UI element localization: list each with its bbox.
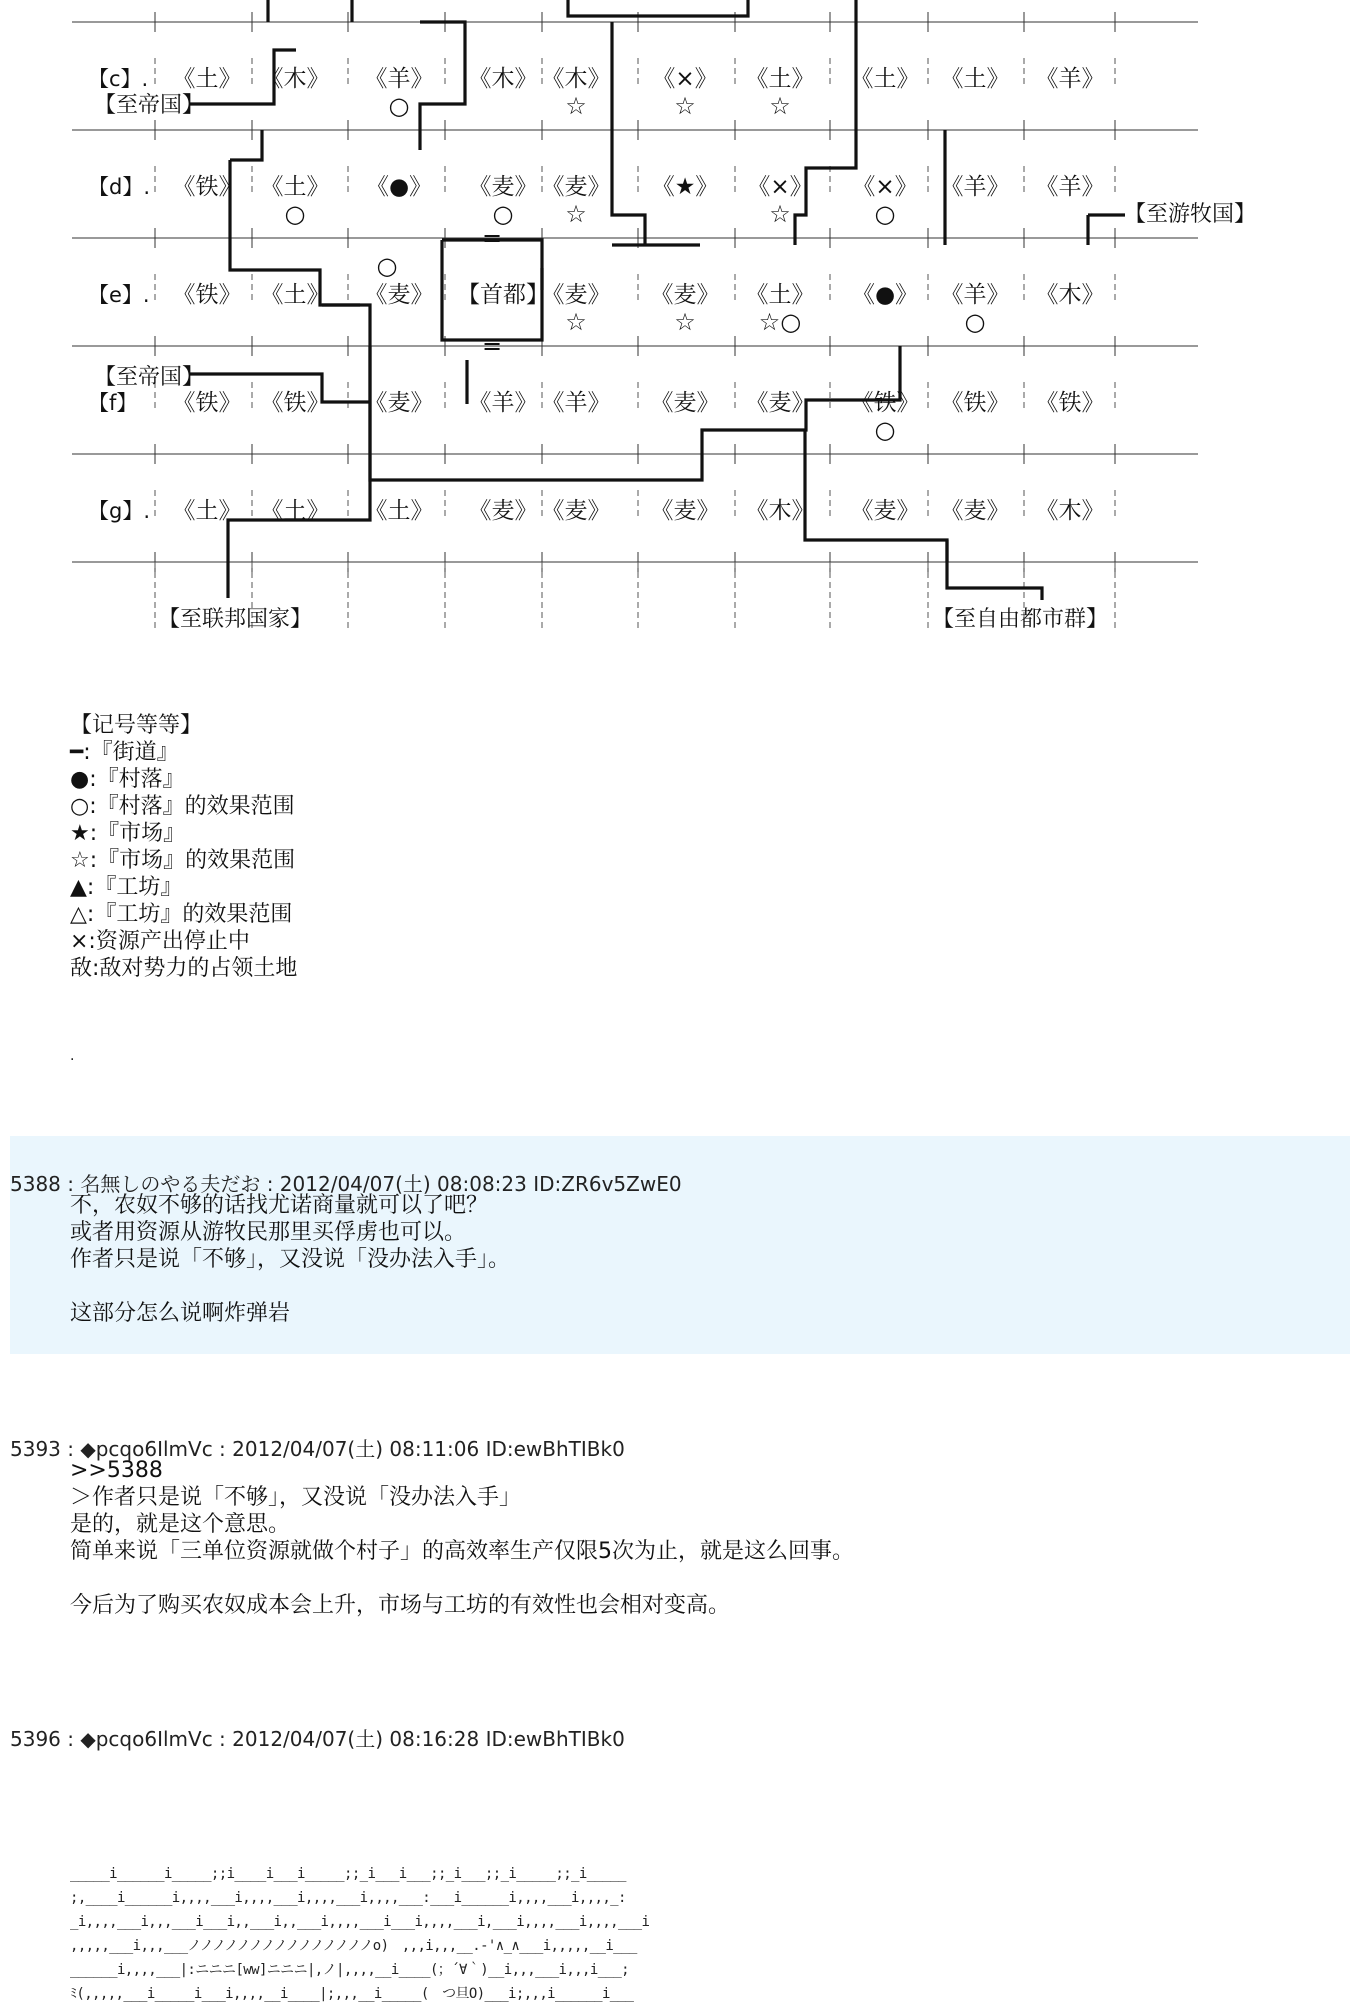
effect-mark: ☆ (565, 200, 587, 228)
map-cell: 《●》 (365, 174, 433, 200)
map-cells (88, 66, 1105, 524)
effect-mark: ○ (964, 308, 986, 336)
map-cell: 【首都】 (457, 282, 549, 308)
map-cell: 《麦》 (650, 390, 720, 416)
map-cell: 《羊》 (468, 390, 538, 416)
legend-items (70, 739, 670, 981)
post-line: 不，农奴不够的话找尤诺商量就可以了吧？ (70, 1193, 489, 1218)
post-line: 简单来说「三单位资源就做个村子」的高效率生产仅限5次为止，就是这么回事。 (70, 1539, 854, 1564)
road-segment (370, 346, 900, 480)
road-segment (230, 130, 262, 160)
map-cell: 《铁》 (172, 174, 242, 200)
exit-to-free-cities: 【至自由都市群】 (932, 607, 1109, 632)
legend-item: ×:资源产出停止中 (70, 929, 250, 954)
map-cell: 《土》 (745, 282, 815, 308)
map-cell: 《羊》 (541, 390, 611, 416)
ascii-art-line: _____i______i_____;;i____i___i_____;;_i___i___;;_i___;;_i_____;;_i_____ (70, 1866, 626, 1882)
ascii-art-line: ﾐ(,,,,,___i_____i___i,,,,__i____|;,,,__i_____( つ旦O)___i;,,,i______i___ (70, 1986, 634, 2002)
effect-mark: ☆○ (758, 308, 802, 336)
map-cell: 《●》 (851, 282, 919, 308)
map-cell: 《铁》 (850, 390, 920, 416)
legend-item: ☆:『市场』的效果范围 (70, 848, 296, 873)
map-cell: 《麦》 (541, 282, 611, 308)
legend (70, 712, 670, 981)
post-header: 5388 : 名無しのやる夫だお : 2012/04/07(土) 08:08:23 ID:ZR6v5ZwE0 (10, 1172, 682, 1196)
effect-mark: ○ (492, 200, 514, 228)
map-cell: 《麦》 (541, 498, 611, 524)
map-cell: 《木》 (745, 498, 815, 524)
map-cell: 《羊》 (940, 174, 1010, 200)
effect-mark: ○ (874, 200, 896, 228)
row-label: 【d】. (88, 175, 151, 199)
row-label: 【c】. (88, 67, 149, 91)
map-cell: 《麦》 (650, 498, 720, 524)
effect-mark: ○ (874, 416, 896, 444)
map-cell: 《麦》 (850, 498, 920, 524)
effect-mark: ○ (284, 200, 306, 228)
map-cell: 《土》 (850, 66, 920, 92)
map-cell: 《麦》 (940, 498, 1010, 524)
effect-mark: ☆ (769, 200, 791, 228)
map-cell: 《土》 (745, 66, 815, 92)
legend-item: ━:『街道』 (70, 740, 179, 765)
post-header: 5393 : ◆pcqo6IlmVc : 2012/04/07(土) 08:11:06 ID:ewBhTIBk0 (10, 1437, 625, 1461)
map-cell: 《木》 (541, 66, 611, 92)
separator-dot: . (70, 1048, 75, 1064)
map-cell: 《★》 (651, 174, 719, 200)
map-cell: 《麦》 (541, 174, 611, 200)
exit-to-federation: 【至联邦国家】 (158, 607, 313, 632)
map-cell: 《×》 (652, 66, 718, 92)
map-cell: 《羊》 (1035, 66, 1105, 92)
post-line: 或者用资源从游牧民那里买俘虏也可以。 (70, 1220, 467, 1245)
map-cell: 《麦》 (745, 390, 815, 416)
post-body (70, 1192, 1270, 1327)
map-cell: 《木》 (1035, 282, 1105, 308)
map-cell: 《土》 (172, 498, 242, 524)
map-cell: 《木》 (1035, 498, 1105, 524)
ascii-art-line: ,,,,,___i,,,___ノノノノノノノノノノノノノノノo) ,,,i,,,__.‐'∧_∧___i,,,,,__i___ (70, 1938, 637, 1954)
road-segment (568, 0, 748, 16)
capital-wall: = (481, 332, 503, 360)
effect-mark: ○ (376, 252, 398, 280)
post-line: >>5388 (70, 1458, 163, 1483)
effect-mark: ☆ (674, 92, 696, 120)
exit-to-nomad-state: 【至游牧国】 (1124, 202, 1257, 227)
effect-mark: ☆ (674, 308, 696, 336)
legend-item: △:『工坊』的效果范围 (70, 902, 293, 927)
road-segment (795, 22, 856, 245)
post-header: 5396 : ◆pcqo6IlmVc : 2012/04/07(土) 08:16:28 ID:ewBhTIBk0 (10, 1727, 625, 1751)
map-cell: 《麦》 (364, 282, 434, 308)
legend-title: 【记号等等】 (70, 713, 203, 738)
row-label: 【f】 (88, 391, 138, 415)
post-body (70, 1457, 1270, 1619)
map-cell: 《羊》 (1035, 174, 1105, 200)
map-cell: 《土》 (364, 498, 434, 524)
map-cell: 《铁》 (940, 390, 1010, 416)
post-line: 作者只是说「不够」，又没说「没办法入手」。 (70, 1247, 511, 1272)
legend-item: ★:『市场』 (70, 821, 186, 846)
map-cell: 《木》 (260, 66, 330, 92)
map-cell: 《麦》 (650, 282, 720, 308)
map-cell: 《羊》 (940, 282, 1010, 308)
post-line: 是的，就是这个意思。 (70, 1512, 291, 1537)
ascii-art-line: _i,,,,___i,,,___i___i,,___i,,___i,,,,___i___i,,,,___i,___i,,,,___i,,,,___i (70, 1914, 650, 1930)
map-cell: 《麦》 (468, 498, 538, 524)
map-cell: 《麦》 (468, 174, 538, 200)
ascii-art (70, 1862, 720, 2006)
map-cell: 《土》 (940, 66, 1010, 92)
post-line: 今后为了购买农奴成本会上升，市场与工坊的有效性也会相对变高。 (70, 1593, 731, 1618)
ascii-art-line: ;,____i______i,,,,___i,,,,___i,,,,___i,,,,___:___i______i,,,,___i,,,,_: (70, 1890, 626, 1906)
effect-mark: ☆ (565, 92, 587, 120)
effect-mark: ☆ (565, 308, 587, 336)
legend-item: ▲:『工坊』 (70, 875, 183, 900)
map-cell: 《×》 (747, 174, 813, 200)
capital-wall: = (481, 224, 503, 252)
map-cell: 《铁》 (1035, 390, 1105, 416)
map-cell: 《土》 (260, 174, 330, 200)
post-line: 这部分怎么说啊炸弹岩 (70, 1301, 291, 1326)
map-cell: 《铁》 (172, 390, 242, 416)
legend-item: ○:『村落』的效果范围 (70, 794, 295, 819)
map-cell: 《土》 (260, 282, 330, 308)
row-label: 【g】. (88, 499, 151, 523)
effect-mark: ○ (388, 92, 410, 120)
post-line (70, 1565, 1270, 1592)
map-cell: 《铁》 (172, 282, 242, 308)
map-cell: 《土》 (172, 66, 242, 92)
row-label: 【e】. (88, 283, 150, 307)
exit-to-empire-c: 【至帝国】 (94, 93, 205, 118)
legend-item: 敌:敌对势力的占领土地 (70, 956, 298, 981)
map-cell: 《×》 (852, 174, 918, 200)
post-line: ＞作者只是说「不够」，又没说「没办法入手」 (70, 1485, 522, 1510)
map-cell: 《麦》 (364, 390, 434, 416)
map-cell: 《羊》 (364, 66, 434, 92)
exit-to-empire-f: 【至帝国】 (94, 365, 205, 390)
map-cell: 《铁》 (260, 390, 330, 416)
map-cell: 《土》 (260, 498, 330, 524)
ascii-art-line: ______i,,,,___|:ニニニ[ww]ニニニ|,ノ|,,,,__i____(；´∀｀)__i,,,___i,,,i___; (70, 1962, 630, 1978)
territory-map (0, 0, 1350, 640)
post-line (70, 1273, 1270, 1300)
effect-mark: ☆ (769, 92, 791, 120)
map-cell: 《木》 (468, 66, 538, 92)
legend-item: ●:『村落』 (70, 767, 185, 792)
road-segment (612, 50, 645, 245)
